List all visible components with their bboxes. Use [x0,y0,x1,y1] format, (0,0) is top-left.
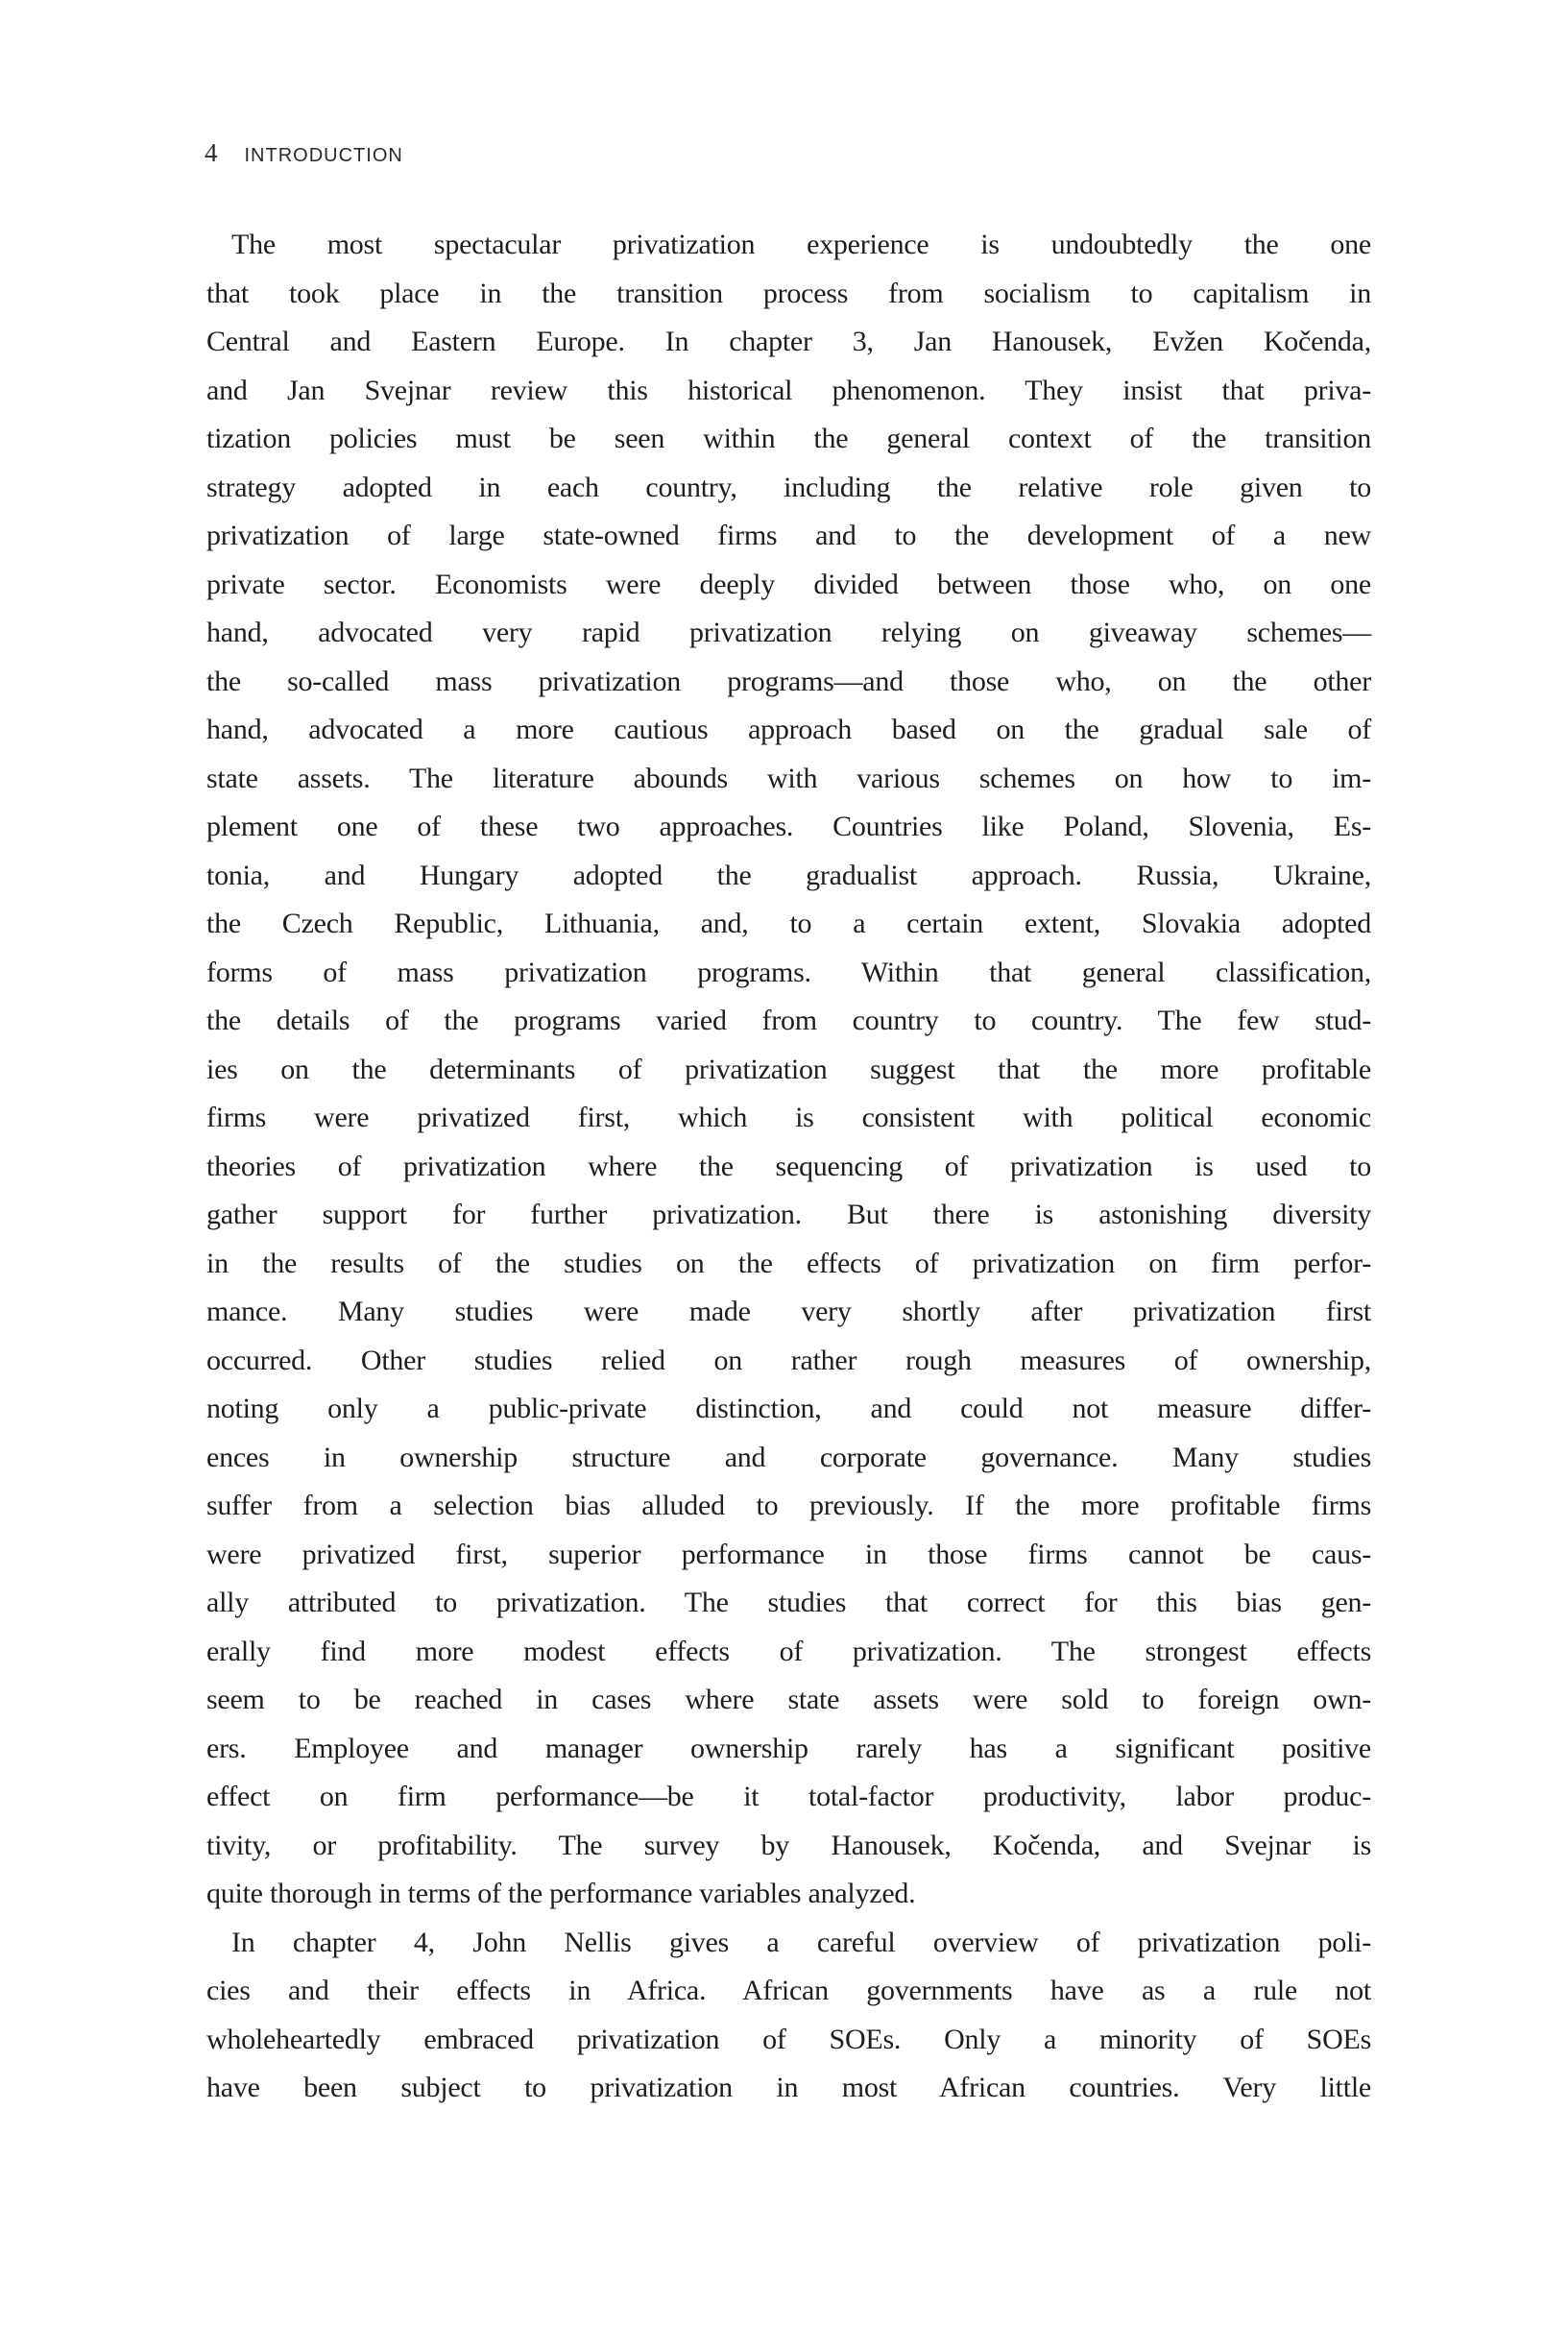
body-text [206,221,1371,2113]
paragraph [206,1919,1371,2113]
text-line: quite thorough in terms of the performance variables analyzed. [206,1878,916,1909]
text-line: and Jan Svejnar review this historical phenomenon. They insist that priva- [206,374,1371,406]
text-line: that took place in the transition process from socialism to capitalism in [206,277,1371,309]
text-line: occurred. Other studies relied on rather rough measures of ownership, [206,1344,1371,1376]
text-line: Central and Eastern Europe. In chapter 3, Jan Hanousek, Evžen Kočenda, [206,326,1371,357]
text-line: seem to be reached in cases where state assets were sold to foreign own- [206,1684,1371,1715]
text-line: state assets. The literature abounds with various schemes on how to im- [206,762,1371,794]
text-line: the details of the programs varied from country to country. The few stud- [206,1005,1371,1036]
text-line: tonia, and Hungary adopted the gradualist approach. Russia, Ukraine, [206,859,1371,891]
text-line: were privatized first, superior performance in those firms cannot be caus- [206,1538,1371,1570]
text-line: In chapter 4, John Nellis gives a careful overview of privatization poli- [231,1926,1371,1958]
text-line: hand, advocated very rapid privatization relying on giveaway schemes— [206,617,1371,648]
text-line: private sector. Economists were deeply divided between those who, on one [206,568,1371,600]
text-line: forms of mass privatization programs. Within that general classification, [206,956,1371,988]
text-line: in the results of the studies on the effects of privatization on firm perfor- [206,1247,1371,1279]
text-line: have been subject to privatization in most African countries. Very little [206,2072,1371,2103]
text-line: tization policies must be seen within the general context of the transition [206,423,1371,454]
paragraph [206,221,1371,1919]
text-line: theories of privatization where the sequencing of privatization is used to [206,1150,1371,1182]
text-line: wholeheartedly embraced privatization of SOEs. Only a minority of SOEs [206,2023,1371,2055]
text-line: noting only a public-private distinction, and could not measure differ- [206,1393,1371,1424]
text-line: cies and their effects in Africa. African governments have as a rule not [206,1975,1371,2006]
page-number: 4 [205,138,218,167]
text-line: firms were privatized first, which is consistent with political economic [206,1102,1371,1133]
text-line: mance. Many studies were made very shortly after privatization first [206,1296,1371,1327]
text-line: the so-called mass privatization programs—and those who, on the other [206,665,1371,697]
text-line: ers. Employee and manager ownership rarely has a significant positive [206,1732,1371,1764]
text-line: plement one of these two approaches. Countries like Poland, Slovenia, Es- [206,811,1371,842]
page-header [205,140,403,166]
text-line: The most spectacular privatization experience is undoubtedly the one [231,229,1371,260]
text-line: ies on the determinants of privatization suggest that the more profitable [206,1053,1371,1085]
text-line: hand, advocated a more cautious approach based on the gradual sale of [206,714,1371,745]
text-line: gather support for further privatization. But there is astonishing diversity [206,1199,1371,1230]
text-line: ences in ownership structure and corporate governance. Many studies [206,1441,1371,1473]
text-line: privatization of large state-owned firms and to the development of a new [206,520,1371,551]
running-head: INTRODUCTION [244,145,403,166]
text-line: effect on firm performance—be it total-factor productivity, labor produc- [206,1781,1371,1812]
text-line: erally find more modest effects of privatization. The strongest effects [206,1635,1371,1667]
text-line: ally attributed to privatization. The studies that correct for this bias gen- [206,1587,1371,1618]
text-line: the Czech Republic, Lithuania, and, to a certain extent, Slovakia adopted [206,908,1371,939]
text-line: strategy adopted in each country, including the relative role given to [206,471,1371,503]
text-line: suffer from a selection bias alluded to previously. If the more profitable firms [206,1490,1371,1521]
text-line: tivity, or profitability. The survey by Hanousek, Kočenda, and Svejnar is [206,1829,1371,1861]
